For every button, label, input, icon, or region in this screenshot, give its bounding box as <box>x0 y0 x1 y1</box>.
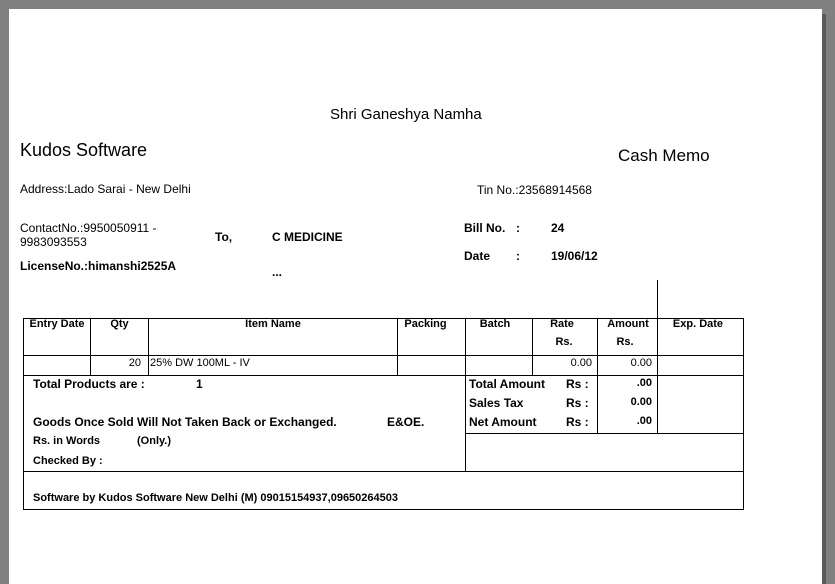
total-products-value: 1 <box>196 377 203 391</box>
company-address: Address:Lado Sarai - New Delhi <box>20 182 191 196</box>
document-title: Cash Memo <box>618 146 710 165</box>
total-amount-label: Total Amount <box>469 377 545 391</box>
blessing-text: Shri Ganeshya Namha <box>330 106 482 123</box>
checked-by-label: Checked By : <box>33 455 103 467</box>
contact-number-line2: 9983093553 <box>20 235 87 249</box>
row-item-name: 25% DW 100ML - IV <box>150 357 250 369</box>
total-amount-currency: Rs : <box>566 377 589 391</box>
page-shadow <box>822 14 826 584</box>
words-value: (Only.) <box>137 435 172 447</box>
net-amount-label: Net Amount <box>469 415 537 429</box>
total-products-label: Total Products are : <box>33 377 145 391</box>
bill-number-colon: : <box>516 221 520 235</box>
sales-tax-label: Sales Tax <box>469 396 524 410</box>
to-label: To, <box>215 230 233 244</box>
contact-number-line1: ContactNo.:9950050911 - <box>20 221 157 235</box>
header-packing: Packing <box>404 318 447 330</box>
date-label: Date <box>464 249 491 263</box>
header-item-name: Item Name <box>245 318 301 330</box>
separator-line <box>657 280 658 318</box>
header-rate: Rate <box>550 318 574 330</box>
eoe-text: E&OE. <box>387 415 425 429</box>
customer-name: C MEDICINE <box>272 230 343 244</box>
goods-note: Goods Once Sold Will Not Taken Back or Exchanged. <box>33 415 337 429</box>
tin-number: Tin No.:23568914568 <box>477 183 592 197</box>
row-rate: 0.00 <box>570 357 592 369</box>
license-number: LicenseNo.:himanshi2525A <box>20 259 177 273</box>
row-qty: 20 <box>128 357 141 369</box>
sales-tax-currency: Rs : <box>566 396 589 410</box>
row-amount: 0.00 <box>630 357 652 369</box>
company-name: Kudos Software <box>20 140 148 160</box>
sales-tax-value: 0.00 <box>630 396 652 408</box>
header-batch: Batch <box>479 318 511 330</box>
header-amount-unit: Rs. <box>616 336 634 348</box>
customer-extra: ... <box>272 265 283 279</box>
header-qty: Qty <box>110 318 129 330</box>
words-label: Rs. in Words <box>33 435 101 447</box>
total-amount-value: .00 <box>636 377 652 389</box>
header-rate-unit: Rs. <box>555 336 573 348</box>
header-entry-date: Entry Date <box>29 318 85 330</box>
header-amount: Amount <box>607 318 649 330</box>
bill-number-value: 24 <box>551 221 565 235</box>
bill-number-label: Bill No. <box>464 221 506 235</box>
date-value: 19/06/12 <box>551 249 598 263</box>
software-credit: Software by Kudos Software New Delhi (M) 09015154937,09650264503 <box>33 492 399 504</box>
net-amount-value: .00 <box>636 415 652 427</box>
date-colon: : <box>516 249 520 263</box>
net-amount-currency: Rs : <box>566 415 589 429</box>
header-exp-date: Exp. Date <box>672 318 724 330</box>
